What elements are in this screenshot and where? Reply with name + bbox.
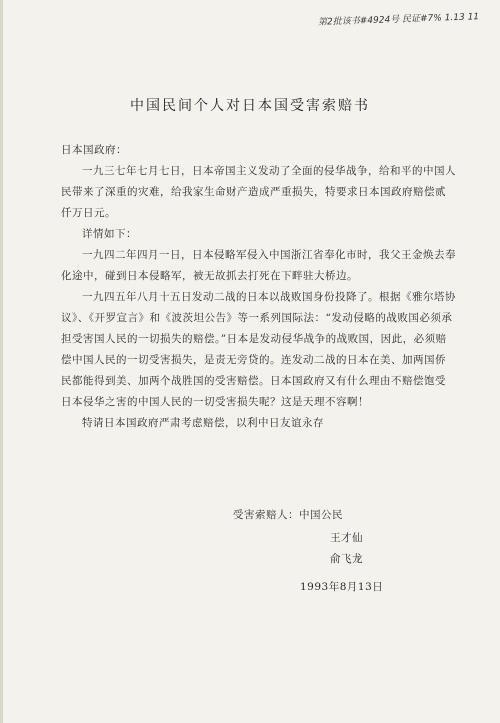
letter-date: 1993年8月13日 (300, 581, 384, 593)
document-title: 中国民间个人对日本国受害索赔书 (130, 98, 370, 114)
paragraph-1: 一九三七年七月七日，日本帝国主义发动了全面的侵华战争，给和平的中国人民带来了深重的灾难，给我家生命财产造成严重损失，特要求日本国政府赔偿贰仟万日元。 (61, 165, 456, 219)
handwritten-annotation: 第2批该书#4924号 民证#7% 1.13 11 (317, 12, 480, 28)
paragraph-4: 一九四五年八月十五日发动二战的日本以战败国身份投降了。根据《雅尔塔协议》、《开罗宣言》和《波茨坦公告》等一系列国际法：“发动侵略的战败国必须承担受害国人民的一切损失的赔偿。”日本是发动侵华战争的战败国，因此，必须赔偿中国人民的一切受害损失，是责无旁贷的。连发动二战的日本在美、加两国侨民都能得到美、加两个战胜国的受害赔偿。日本国政府又有什么理由不赔偿饱受日本侵华之害的中国人民的一切受害损失呢？这是天理不容啊！ (61, 291, 456, 408)
paragraph-3: 一九四二年四月一日，日本侵略军侵入中国浙江省奉化市时，我父王金焕去奉化途中，碰到日本侵略军，被无故抓去打死在下畔驻大桥边。 (61, 249, 456, 282)
letter-body (61, 140, 456, 434)
paragraph-2: 详情如下： (82, 228, 137, 240)
claimant-label: 受害索赔人：中国公民 (233, 509, 343, 521)
salutation: 日本国政府： (61, 144, 127, 156)
claimant-name-1: 王才仙 (330, 532, 363, 544)
claimant-name-2: 俞飞龙 (330, 553, 363, 565)
paragraph-5: 特请日本国政府严肃考虑赔偿，以利中日友谊永存 (82, 417, 324, 429)
